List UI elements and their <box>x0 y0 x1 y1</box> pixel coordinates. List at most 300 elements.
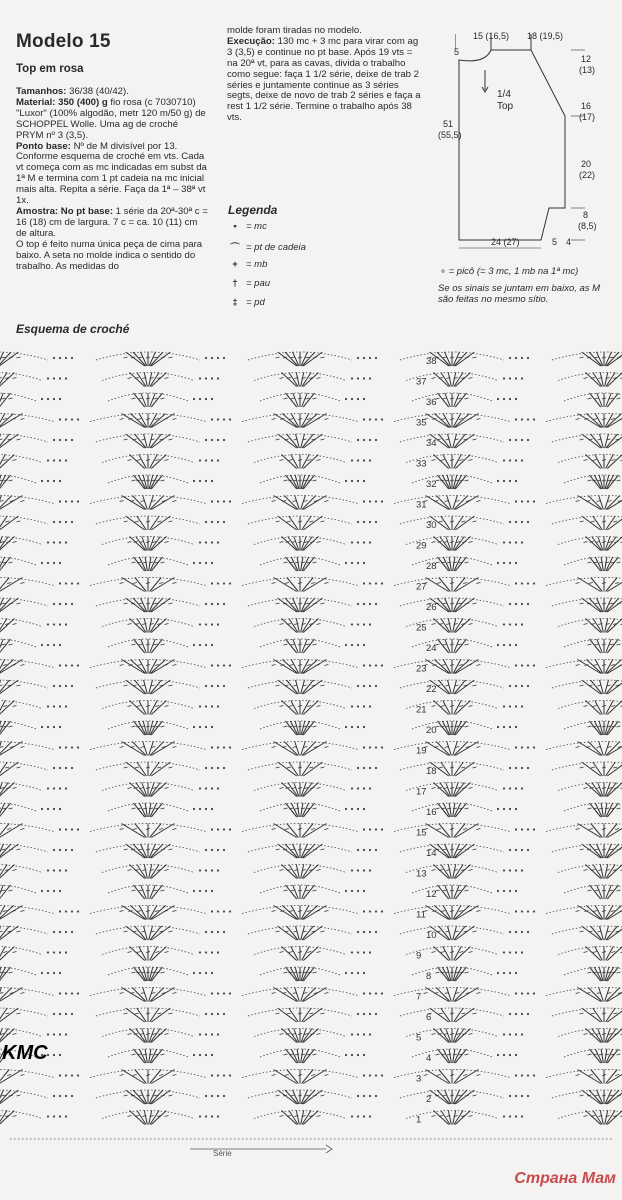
double-crochet-icon <box>272 665 276 666</box>
double-crochet-icon <box>609 1095 613 1096</box>
chain-stitch-icon <box>71 910 73 912</box>
chain-stitch-icon <box>509 377 511 379</box>
double-crochet-icon <box>476 501 480 502</box>
left-paragraph <box>16 98 208 142</box>
chain-stitch-icon <box>59 623 61 625</box>
double-crochet-icon <box>131 480 135 481</box>
chain-stitch-icon <box>527 1095 529 1097</box>
double-crochet-icon <box>124 849 128 850</box>
chain-loop-icon <box>0 762 48 770</box>
double-crochet-icon <box>320 1095 324 1096</box>
double-crochet-icon <box>320 603 324 604</box>
double-crochet-icon <box>0 1008 7 1022</box>
chain-stitch-icon <box>503 623 505 625</box>
chain-stitch-icon <box>357 808 359 810</box>
double-crochet-icon <box>280 1034 284 1035</box>
double-crochet-icon <box>1 890 5 891</box>
chain-stitch-icon <box>217 787 219 789</box>
double-crochet-icon <box>5 521 9 522</box>
double-crochet-icon <box>0 624 2 625</box>
dim-right-1: 12 <box>581 54 592 64</box>
row-number: 11 <box>416 909 426 921</box>
chain-stitch-icon <box>375 439 377 441</box>
double-crochet-icon <box>131 849 135 850</box>
chain-loop-icon <box>248 434 352 442</box>
chain-stitch-icon <box>363 521 365 523</box>
double-crochet-icon <box>131 644 135 645</box>
double-crochet-icon <box>588 742 602 756</box>
double-crochet-icon <box>133 583 137 584</box>
double-crochet-icon <box>130 373 145 387</box>
double-crochet-icon <box>596 1034 600 1035</box>
double-crochet-icon <box>291 644 295 645</box>
row-number: 22 <box>426 684 437 695</box>
chain-stitch-icon <box>41 808 43 810</box>
chain-stitch-icon <box>53 377 55 379</box>
double-crochet-icon <box>432 1034 436 1035</box>
double-crochet-icon <box>580 603 584 604</box>
chain-stitch-icon <box>497 1054 499 1056</box>
double-crochet-icon <box>578 988 601 1002</box>
double-crochet-icon <box>455 373 470 387</box>
chain-stitch-icon <box>205 808 207 810</box>
double-crochet-icon <box>136 972 140 973</box>
double-crochet-icon <box>576 1075 580 1076</box>
double-crochet-icon <box>582 434 601 448</box>
chain-stitch-icon <box>217 1074 219 1076</box>
chain-stitch-icon <box>375 849 377 851</box>
dim-top-1: 15 (16,5) <box>473 31 510 41</box>
double-crochet-icon <box>476 911 480 912</box>
double-crochet-icon <box>305 644 309 645</box>
double-crochet-icon <box>134 788 138 789</box>
double-crochet-icon <box>298 357 302 358</box>
double-crochet-icon <box>457 603 461 604</box>
double-crochet-icon <box>298 665 302 666</box>
double-crochet-icon <box>472 767 476 768</box>
chain-stitch-icon <box>199 787 201 789</box>
double-crochet-icon <box>595 849 599 850</box>
double-crochet-icon <box>450 603 454 604</box>
row-number: 13 <box>416 868 427 880</box>
chain-stitch-icon <box>369 521 371 523</box>
chain-stitch-icon <box>59 521 61 523</box>
double-crochet-icon <box>149 562 153 563</box>
chain-stitch-icon <box>509 787 511 789</box>
double-crochet-icon <box>128 460 132 461</box>
double-crochet-icon <box>316 788 320 789</box>
double-crochet-icon <box>587 480 591 481</box>
double-crochet-icon <box>280 870 284 871</box>
double-crochet-icon <box>298 419 302 420</box>
double-crochet-icon <box>289 706 293 707</box>
double-crochet-icon <box>128 788 132 789</box>
double-crochet-icon <box>455 1070 478 1084</box>
double-crochet-icon <box>146 460 150 461</box>
double-crochet-icon <box>450 1034 454 1035</box>
chain-stitch-icon <box>527 767 529 769</box>
chain-stitch-icon <box>205 521 207 523</box>
chain-stitch-icon <box>503 1033 505 1035</box>
chain-stitch-icon <box>229 828 231 830</box>
double-crochet-icon <box>151 824 174 838</box>
double-crochet-icon <box>12 706 16 707</box>
double-crochet-icon <box>465 808 469 809</box>
chain-stitch-icon <box>47 890 49 892</box>
chain-stitch-icon <box>223 931 225 933</box>
chain-stitch-icon <box>363 623 365 625</box>
chain-stitch-icon <box>223 582 225 584</box>
chain-loop-icon <box>412 1049 492 1057</box>
double-crochet-icon <box>611 419 615 420</box>
double-crochet-icon <box>283 357 287 358</box>
double-crochet-icon <box>305 603 309 604</box>
double-crochet-icon <box>605 1054 609 1055</box>
chain-stitch-icon <box>211 828 213 830</box>
double-crochet-icon <box>120 993 124 994</box>
chain-stitch-icon <box>65 1074 67 1076</box>
double-crochet-icon <box>0 1054 1 1055</box>
double-crochet-icon <box>120 665 124 666</box>
double-crochet-icon <box>432 624 436 625</box>
double-crochet-icon <box>146 849 150 850</box>
double-crochet-icon <box>164 378 168 379</box>
chain-stitch-icon <box>515 603 517 605</box>
double-crochet-icon <box>172 993 176 994</box>
double-crochet-icon <box>444 1034 448 1035</box>
double-crochet-icon <box>457 890 461 891</box>
double-crochet-icon <box>164 788 168 789</box>
chain-loop-icon <box>394 742 510 750</box>
chain-stitch-icon <box>357 1115 359 1117</box>
paragraph-label: Material: 350 (400) g <box>16 96 108 108</box>
chain-stitch-icon <box>351 1115 353 1117</box>
double-crochet-icon <box>307 911 311 912</box>
chain-stitch-icon <box>503 377 505 379</box>
double-crochet-icon <box>303 680 322 694</box>
chain-stitch-icon <box>217 828 219 830</box>
row-number: 30 <box>426 520 437 531</box>
chain-stitch-icon <box>509 603 511 605</box>
chain-stitch-icon <box>357 787 359 789</box>
double-crochet-icon <box>161 398 165 399</box>
double-crochet-icon <box>435 1054 439 1055</box>
chain-stitch-icon <box>59 685 61 687</box>
row-number: 28 <box>426 561 437 572</box>
double-crochet-icon <box>435 1095 439 1096</box>
row-number: 19 <box>416 745 427 757</box>
double-crochet-icon <box>274 742 297 756</box>
chain-stitch-icon <box>71 685 73 687</box>
chain-stitch-icon <box>59 910 61 912</box>
chain-stitch-icon <box>211 623 213 625</box>
chain-stitch-icon <box>515 377 517 379</box>
double-crochet-icon <box>472 1095 476 1096</box>
dim-bottom-2: 5 <box>552 237 558 247</box>
double-crochet-icon <box>172 583 176 584</box>
double-crochet-icon <box>291 357 295 358</box>
double-crochet-icon <box>472 439 476 440</box>
double-crochet-icon <box>12 460 16 461</box>
row-number: 36 <box>426 397 437 408</box>
double-crochet-icon <box>440 972 444 973</box>
double-crochet-icon <box>280 542 284 543</box>
double-crochet-icon <box>131 357 135 358</box>
chain-stitch-icon <box>533 664 535 666</box>
chain-stitch-icon <box>363 357 365 359</box>
double-crochet-icon <box>155 952 159 953</box>
chain-stitch-icon <box>71 418 73 420</box>
double-crochet-icon <box>272 583 276 584</box>
double-crochet-icon <box>605 808 609 809</box>
double-crochet-icon <box>298 726 302 727</box>
chain-loop-icon <box>260 1049 340 1057</box>
double-crochet-icon <box>602 583 606 584</box>
chain-stitch-icon <box>59 1013 61 1015</box>
double-crochet-icon <box>305 398 309 399</box>
chain-stitch-icon <box>229 418 231 420</box>
double-crochet-icon <box>426 742 449 756</box>
chain-stitch-icon <box>53 541 55 543</box>
double-crochet-icon <box>591 521 595 522</box>
double-crochet-icon <box>313 726 317 727</box>
chain-stitch-icon <box>41 398 43 400</box>
chain-stitch-icon <box>217 623 219 625</box>
row-number: 10 <box>426 930 437 941</box>
chain-stitch-icon <box>199 1033 201 1035</box>
double-crochet-icon <box>164 460 168 461</box>
chain-stitch-icon <box>515 582 517 584</box>
double-crochet-icon <box>0 680 18 694</box>
chain-stitch-icon <box>211 787 213 789</box>
chain-stitch-icon <box>521 685 523 687</box>
chain-stitch-icon <box>53 1115 55 1117</box>
dim-bottom-1: 24 (27) <box>491 237 520 247</box>
double-crochet-icon <box>596 542 600 543</box>
chain-stitch-icon <box>59 541 61 543</box>
double-crochet-icon <box>16 439 20 440</box>
double-crochet-icon <box>12 952 16 953</box>
double-crochet-icon <box>602 398 606 399</box>
chain-stitch-icon <box>59 418 61 420</box>
double-crochet-icon <box>9 808 13 809</box>
double-crochet-icon <box>283 849 287 850</box>
chain-stitch-icon <box>199 377 201 379</box>
chain-stitch-icon <box>357 767 359 769</box>
chain-stitch-icon <box>509 767 511 769</box>
chain-stitch-icon <box>351 787 353 789</box>
double-crochet-icon <box>146 542 150 543</box>
chain-stitch-icon <box>65 746 67 748</box>
double-crochet-icon <box>606 988 620 1002</box>
chain-stitch-icon <box>193 398 195 400</box>
chart-title: Esquema de croché <box>16 322 130 336</box>
chain-stitch-icon <box>47 541 49 543</box>
double-crochet-icon <box>276 931 280 932</box>
chain-stitch-icon <box>521 931 523 933</box>
double-crochet-icon <box>607 680 622 694</box>
double-crochet-icon <box>313 972 317 973</box>
chain-stitch-icon <box>211 480 213 482</box>
double-crochet-icon <box>272 1075 276 1076</box>
double-crochet-icon <box>472 685 476 686</box>
double-crochet-icon <box>172 747 176 748</box>
double-crochet-icon <box>607 1070 622 1084</box>
double-crochet-icon <box>434 619 449 633</box>
chain-stitch-icon <box>515 1033 517 1035</box>
chain-stitch-icon <box>47 459 49 461</box>
chain-stitch-icon <box>41 644 43 646</box>
chain-stitch-icon <box>65 582 67 584</box>
double-crochet-icon <box>587 726 591 727</box>
chain-stitch-icon <box>199 808 201 810</box>
double-crochet-icon <box>602 1075 606 1076</box>
double-crochet-icon <box>283 972 287 973</box>
double-crochet-icon <box>283 726 287 727</box>
chain-loop-icon <box>254 373 346 381</box>
double-crochet-icon <box>313 1054 317 1055</box>
double-crochet-icon <box>9 644 13 645</box>
chain-stitch-icon <box>217 685 219 687</box>
double-crochet-icon <box>443 603 447 604</box>
chain-stitch-icon <box>369 849 371 851</box>
double-crochet-icon <box>282 865 297 879</box>
double-crochet-icon <box>128 542 132 543</box>
chain-stitch-icon <box>369 664 371 666</box>
chain-stitch-icon <box>205 644 207 646</box>
chain-stitch-icon <box>509 890 511 892</box>
chain-stitch-icon <box>65 849 67 851</box>
double-crochet-icon <box>298 480 302 481</box>
double-crochet-icon <box>426 496 449 510</box>
double-crochet-icon <box>609 849 613 850</box>
single-crochet-icon: + <box>232 259 238 270</box>
chain-stitch-icon <box>59 644 61 646</box>
double-crochet-icon <box>172 501 176 502</box>
chain-stitch-icon <box>357 459 359 461</box>
double-crochet-icon <box>589 1075 593 1076</box>
chain-stitch-icon <box>223 418 225 420</box>
chain-stitch-icon <box>509 459 511 461</box>
row-number: 38 <box>426 356 437 367</box>
double-crochet-icon <box>157 767 161 768</box>
chain-stitch-icon <box>503 459 505 461</box>
chain-stitch-icon <box>59 1033 61 1035</box>
double-crochet-icon <box>298 398 302 399</box>
chain-stitch-icon <box>205 849 207 851</box>
double-crochet-icon <box>137 419 141 420</box>
double-crochet-icon <box>3 419 7 420</box>
chain-stitch-icon <box>59 377 61 379</box>
double-crochet-icon <box>298 890 302 891</box>
double-crochet-icon <box>168 603 172 604</box>
chain-stitch-icon <box>375 664 377 666</box>
double-crochet-icon <box>617 562 621 563</box>
double-crochet-icon <box>20 829 24 830</box>
double-crochet-icon <box>457 644 461 645</box>
row-number: 37 <box>416 376 427 388</box>
chain-stitch-icon <box>217 500 219 502</box>
double-crochet-icon <box>120 747 124 748</box>
double-crochet-icon <box>593 952 597 953</box>
double-crochet-icon <box>582 680 601 694</box>
double-crochet-icon <box>0 1070 9 1084</box>
double-crochet-icon <box>443 357 447 358</box>
double-crochet-icon <box>298 767 302 768</box>
double-crochet-icon <box>276 521 280 522</box>
chain-stitch-icon <box>71 439 73 441</box>
chain-loop-icon <box>0 783 42 791</box>
double-crochet-icon <box>472 603 476 604</box>
double-crochet-icon <box>155 419 159 420</box>
chain-stitch-icon <box>381 828 383 830</box>
chain-stitch-icon <box>527 582 529 584</box>
double-crochet-icon <box>151 496 174 510</box>
chain-stitch-icon <box>515 439 517 441</box>
double-crochet-icon <box>607 824 622 838</box>
chain-stitch-icon <box>515 521 517 523</box>
chain-stitch-icon <box>59 562 61 564</box>
double-crochet-icon <box>303 373 318 387</box>
double-crochet-icon <box>455 434 474 448</box>
chain-stitch-icon <box>53 951 55 953</box>
row-number: 27 <box>416 581 427 593</box>
double-crochet-icon <box>472 357 476 358</box>
double-crochet-icon <box>12 378 16 379</box>
double-crochet-icon <box>283 480 287 481</box>
chain-stitch-icon <box>211 418 213 420</box>
double-crochet-icon <box>586 1111 601 1125</box>
double-crochet-icon <box>7 829 11 830</box>
double-crochet-icon <box>313 480 317 481</box>
double-crochet-icon <box>320 521 324 522</box>
chain-stitch-icon <box>515 828 517 830</box>
chain-loop-icon <box>248 680 352 688</box>
double-crochet-icon <box>450 829 454 830</box>
chain-stitch-icon <box>65 685 67 687</box>
double-crochet-icon <box>282 1111 297 1125</box>
double-crochet-icon <box>457 849 461 850</box>
double-crochet-icon <box>131 726 135 727</box>
chain-stitch-icon <box>229 500 231 502</box>
double-crochet-icon <box>468 378 472 379</box>
row-number: 34 <box>426 438 437 449</box>
double-crochet-icon <box>3 952 7 953</box>
double-crochet-icon <box>146 480 150 481</box>
joined-note: Se os sinais se juntam em baixo, as M são feitas no mesmo sítio. <box>438 283 601 305</box>
double-crochet-icon <box>307 419 311 420</box>
chain-stitch-icon <box>59 357 61 359</box>
double-crochet-icon <box>450 521 454 522</box>
double-crochet-icon <box>592 480 596 481</box>
double-crochet-icon <box>1 398 5 399</box>
chain-stitch-icon <box>375 500 377 502</box>
chain-stitch-icon <box>47 726 49 728</box>
double-crochet-icon <box>0 562 1 563</box>
chain-stitch-icon <box>363 500 365 502</box>
double-crochet-icon <box>150 988 164 1002</box>
double-crochet-icon <box>580 521 584 522</box>
double-crochet-icon <box>3 460 7 461</box>
double-crochet-icon <box>450 890 454 891</box>
chain-stitch-icon <box>509 439 511 441</box>
chain-loop-icon <box>0 680 48 688</box>
double-crochet-icon <box>153 849 157 850</box>
chain-stitch-icon <box>65 705 67 707</box>
double-crochet-icon <box>1 849 5 850</box>
double-crochet-icon <box>286 788 290 789</box>
double-crochet-icon <box>450 706 454 707</box>
